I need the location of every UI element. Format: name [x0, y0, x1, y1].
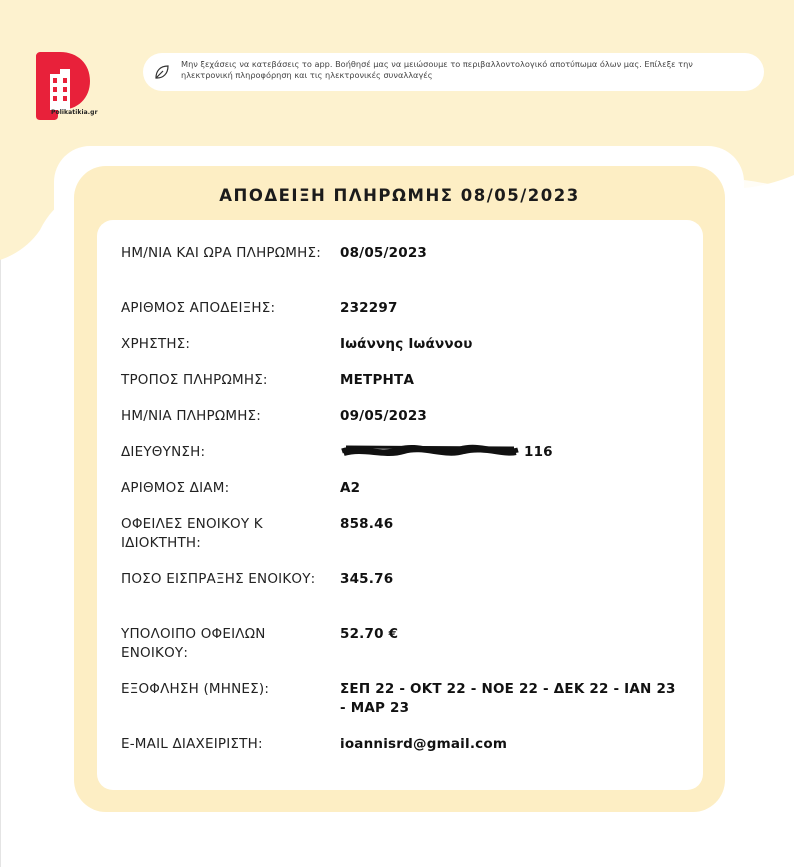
row-label: ΥΠΟΛΟΙΠΟ ΟΦΕΙΛΩΝ ΕΝΟΙΚΟΥ: [121, 626, 266, 661]
leaf-icon [153, 63, 171, 81]
row-value: 345.76 [340, 571, 394, 587]
row-label: ΟΦΕΙΛΕΣ ΕΝΟΙΚΟΥ Κ ΙΔΙΟΚΤΗΤΗ: [121, 516, 263, 551]
row-value: 52.70 € [340, 626, 399, 642]
row-label: ΑΡΙΘΜΟΣ ΑΠΟΔΕΙΞΗΣ: [121, 300, 276, 316]
row-label: ΔΙΕΥΘΥΝΣΗ: [121, 444, 206, 460]
redaction-scribble [340, 443, 520, 459]
row-label: ΤΡΟΠΟΣ ΠΛΗΡΩΜΗΣ: [121, 372, 268, 388]
row-value: Α2 [340, 480, 361, 496]
row-value: ΣΕΠ 22 - ΟΚΤ 22 - ΝΟΕ 22 - ΔΕΚ 22 - ΙΑΝ 23 - ΜΑΡ 23 [340, 681, 676, 716]
row-value: 08/05/2023 [340, 245, 428, 261]
receipt-details [97, 220, 703, 790]
row-label: ΗΜ/ΝΙΑ ΠΛΗΡΩΜΗΣ: [121, 408, 262, 424]
row-value: ΜΕΤΡΗΤΑ [340, 372, 415, 388]
row-label: ΠΟΣΟ ΕΙΣΠΡΑΞΗΣ ΕΝΟΙΚΟΥ: [121, 571, 316, 587]
eco-banner [143, 53, 764, 91]
row-label: ΗΜ/ΝΙΑ ΚΑΙ ΩΡΑ ΠΛΗΡΩΜΗΣ: [121, 245, 321, 261]
eco-banner-text: Μην ξεχάσεις να κατεβάσεις το app. Βοήθησέ μας να μειώσουμε το περιβαλλοντολογικό αποτύπωμα όλων μας. Επίλεξε την ηλεκτρονική πληροφόρηση και τις ηλεκτρονικές συναλλαγές [181, 59, 693, 80]
address-number: 116 [524, 444, 553, 460]
row-label: ΑΡΙΘΜΟΣ ΔΙΑΜ: [121, 480, 230, 496]
row-label: ΧΡΗΣΤΗΣ: [121, 336, 191, 352]
row-value: 232297 [340, 300, 398, 316]
row-label: ΕΞΟΦΛΗΣΗ (ΜΗΝΕΣ): [121, 681, 270, 697]
receipt-title: ΑΠΟΔΕΙΞΗ ΠΛΗΡΩΜΗΣ 08/05/2023 [219, 186, 580, 205]
row-value [340, 443, 680, 462]
row-value: ioannisrd@gmail.com [340, 736, 508, 752]
row-value: 09/05/2023 [340, 408, 428, 424]
row-label: E-MAIL ΔΙΑΧΕΙΡΙΣΤΗ: [121, 736, 263, 752]
logo-text: Polikatikia.gr [51, 109, 98, 116]
row-value: Ιωάννης Ιωάννου [340, 336, 473, 352]
receipt-card [74, 166, 725, 812]
row-value: 858.46 [340, 516, 394, 532]
